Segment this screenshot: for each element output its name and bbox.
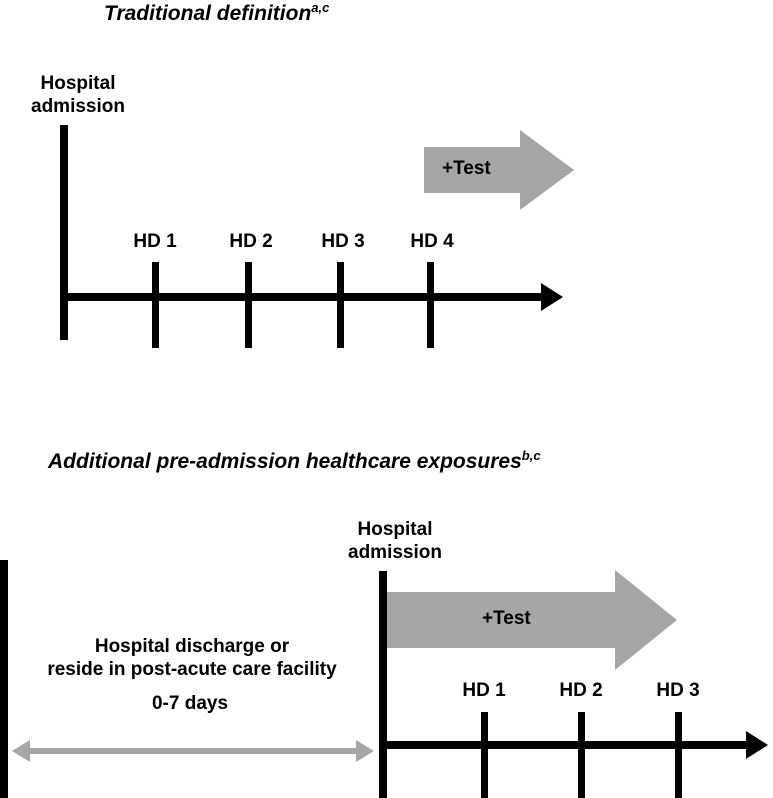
test-arrow-additional	[387, 570, 677, 670]
timeline-axis-additional	[379, 741, 747, 749]
admission-marker-traditional	[60, 125, 68, 340]
timeline-axis-traditional	[60, 293, 542, 301]
panel-title-additional-text: Additional pre-admission healthcare exposures	[48, 450, 522, 473]
admission-label-traditional-line2: admission	[31, 96, 125, 117]
hd-tick-traditional-4	[427, 262, 434, 348]
admission-label-additional-line2: admission	[348, 542, 442, 563]
hd-tick-additional-3	[675, 712, 682, 798]
exposure-description-line1: Hospital discharge or	[94, 636, 290, 657]
hd-label-traditional-2: HD 2	[229, 231, 273, 252]
hd-tick-traditional-2	[245, 262, 252, 348]
hd-label-traditional-1: HD 1	[133, 231, 177, 252]
hd-tick-additional-2	[578, 712, 585, 798]
timeline-arrowhead-traditional	[541, 283, 563, 311]
panel-title-additional-superscript: b,c	[521, 448, 541, 463]
hd-label-additional-2: HD 2	[559, 680, 603, 701]
test-arrow-traditional-label: +Test	[442, 158, 491, 179]
admission-label-additional	[335, 518, 455, 564]
hd-tick-traditional-3	[337, 262, 344, 348]
test-arrow-additional-head	[615, 570, 677, 670]
timeline-arrowhead-additional	[746, 731, 768, 759]
test-arrow-traditional-head	[520, 130, 574, 210]
admission-label-traditional-line1: Hospital	[40, 73, 116, 94]
hd-label-traditional-4: HD 4	[410, 231, 454, 252]
panel-title-additional	[48, 448, 541, 474]
admission-label-additional-line1: Hospital	[357, 519, 433, 540]
exposure-description	[12, 635, 372, 681]
hd-label-additional-1: HD 1	[462, 680, 506, 701]
test-arrow-traditional	[424, 130, 574, 210]
hd-label-traditional-3: HD 3	[321, 231, 365, 252]
duration-label: 0-7 days	[151, 693, 229, 714]
test-arrow-additional-label: +Test	[482, 608, 531, 629]
duration-arrow-left-head	[12, 740, 30, 762]
hd-tick-traditional-1	[152, 262, 159, 348]
hd-tick-additional-1	[481, 712, 488, 798]
admission-label-traditional	[18, 72, 138, 118]
hd-label-additional-3: HD 3	[656, 680, 700, 701]
exposure-description-line2: reside in post-acute care facility	[47, 659, 337, 680]
panel-title-traditional-superscript: a,c	[311, 0, 330, 15]
panel-additional-exposures	[0, 430, 773, 798]
prior-discharge-marker	[0, 560, 8, 798]
duration-arrow-bar	[29, 748, 357, 754]
admission-marker-additional	[379, 571, 387, 798]
panel-title-traditional	[104, 0, 329, 26]
panel-title-traditional-text: Traditional definition	[104, 2, 312, 25]
duration-arrow-right-head	[356, 740, 374, 762]
